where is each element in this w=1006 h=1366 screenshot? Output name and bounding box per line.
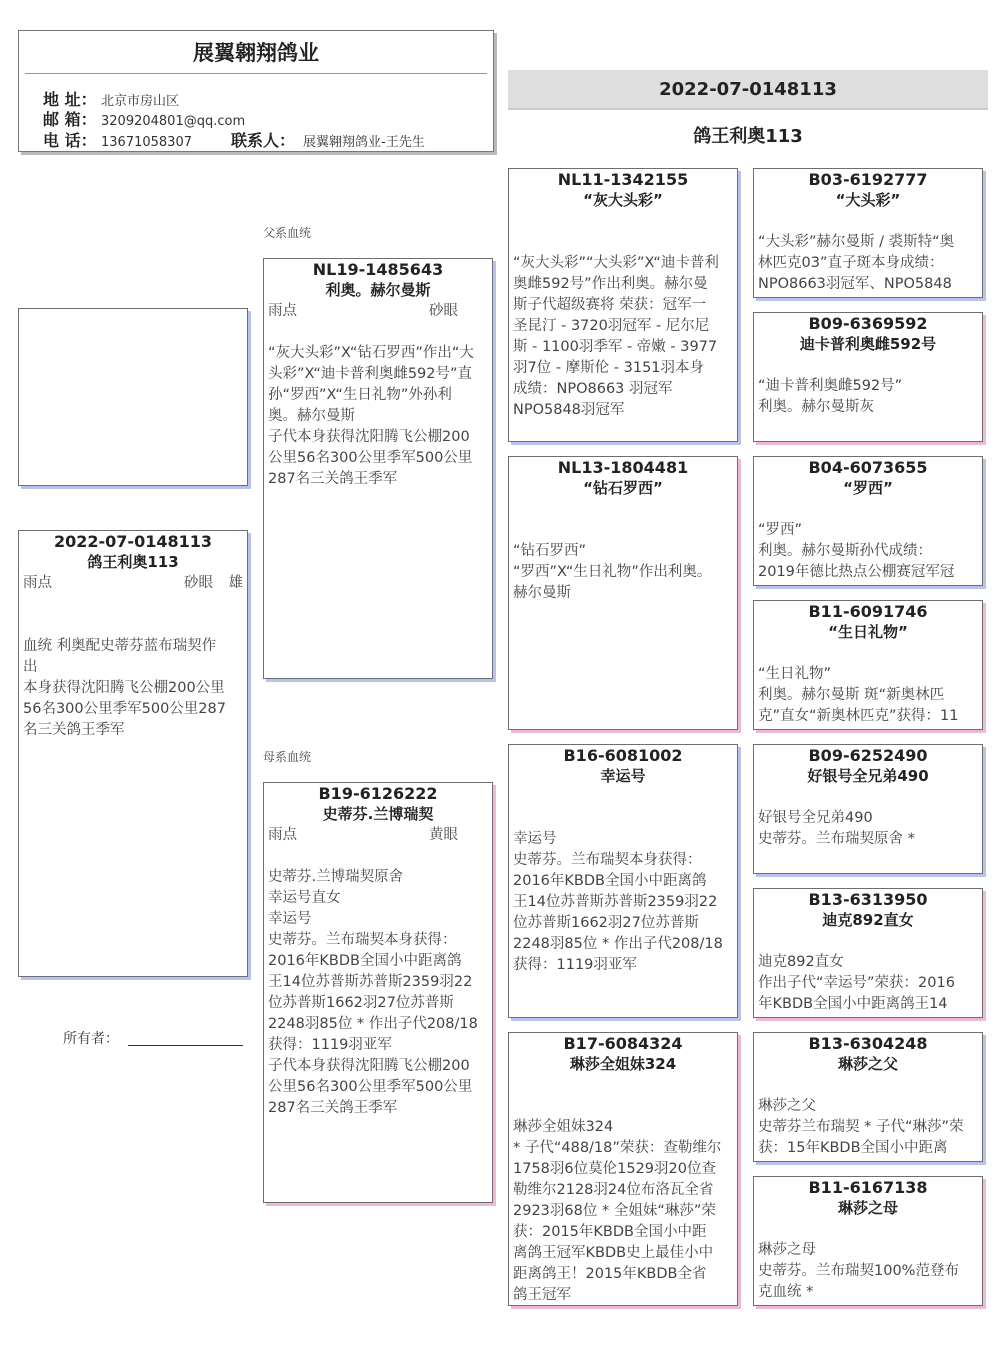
dss-card xyxy=(753,744,983,874)
subject-color: 雨点 xyxy=(23,575,52,591)
sire-ring: NL19-1485643 xyxy=(312,260,444,279)
dam-dam-name: 琳莎全姐妹324 xyxy=(569,1055,677,1073)
dsd-name: 迪克892直女 xyxy=(822,911,914,929)
sire-sire-card xyxy=(508,168,738,442)
sds-card xyxy=(753,456,983,586)
email-row xyxy=(43,107,245,130)
dsd-card xyxy=(753,888,983,1018)
ssd-description: “迪卡普利奥雌592号” 利奥。赫尔曼斯灰 xyxy=(758,378,903,415)
dam-description: 史蒂芬.兰博瑞契原舍 幸运号直女 幸运号 史蒂芬。兰布瑞契本身获得： 2016年KBDB全国小中距离鸽 王14位苏普斯苏普斯2359羽22 位苏普斯1662羽27位苏普斯 2248羽85位 * 作出子代208/18 获得：1119羽亚军 子代本身获得沈阳腾飞公棚200 公里56名300公里季军500公里 287名三关鸽王季军 xyxy=(268,869,478,1116)
subject-card xyxy=(18,530,248,977)
dss-name: 好银号全兄弟490 xyxy=(807,767,929,785)
ddd-card xyxy=(753,1176,983,1306)
subject-ring: 2022-07-0148113 xyxy=(53,532,212,551)
dam-eye: 黄眼 xyxy=(429,827,458,843)
sire-sire-ring: NL11-1342155 xyxy=(557,170,689,189)
dam-sire-ring: B16-6081002 xyxy=(563,746,683,765)
address-label: 地 址： xyxy=(43,90,97,109)
title-name: 鸽王利奥113 xyxy=(693,126,803,147)
dam-dam-description: 琳莎全姐妹324 * 子代“488/18”荣获：查勒维尔 1758羽6位莫伦1529羽20位查 勒维尔2128羽24位布洛瓦全省 2923羽68位 * 全姐妹“琳莎”荣 获：2015年KBDB全国小中距 离鸽王冠军KBDB史上最佳小中 距离鸽王！2015年KBDB全省 鸽王冠军 xyxy=(513,1119,722,1303)
dam-sire-card xyxy=(508,744,738,1018)
sss-description: “大头彩”赫尔曼斯 / 裘斯特“奥 林匹克03”直子斑本身成绩： NPO8663羽冠军、NPO5848 xyxy=(758,234,955,292)
dam-dam-ring: B17-6084324 xyxy=(563,1034,683,1053)
dss-ring: B09-6252490 xyxy=(808,746,928,765)
sire-dam-card xyxy=(508,456,738,730)
sire-sire-name: “灰大头彩” xyxy=(583,191,663,209)
sire-name: 利奥。赫尔曼斯 xyxy=(325,281,431,299)
sire-dam-ring: NL13-1804481 xyxy=(557,458,689,477)
sire-line-label: 父系血统 xyxy=(263,226,312,240)
dam-color: 雨点 xyxy=(268,827,297,843)
sire-traits xyxy=(264,301,492,322)
subject-sex: 雄 xyxy=(228,575,243,591)
contact-label: 联系人： xyxy=(231,131,296,150)
ddd-description: 琳莎之母 史蒂芬。兰布瑞契100%范登布 克血统 * xyxy=(758,1242,959,1300)
dam-ring: B19-6126222 xyxy=(318,784,438,803)
sss-card xyxy=(753,168,983,298)
photo-frame xyxy=(18,308,248,486)
dam-line-label: 母系血统 xyxy=(263,750,312,764)
dam-traits xyxy=(264,825,492,846)
subject-description: 血统 利奥配史蒂芬蓝布瑞契作 出 本身获得沈阳腾飞公棚200公里 56名300公里季军500公里287 名三关鸽王季军 xyxy=(23,638,226,738)
dds-ring: B13-6304248 xyxy=(808,1034,928,1053)
sdd-description: “生日礼物” 利奥。赫尔曼斯 斑“新奥林匹 克”直女“新奥林匹克”获得：11 xyxy=(758,666,959,724)
email-value: 3209204801@qq.com xyxy=(101,114,246,129)
dam-dam-card xyxy=(508,1032,738,1306)
sire-description: “灰大头彩”X“钻石罗西”作出“大 头彩”X“迪卡普利奥雌592号”直 孙“罗西”X“生日礼物”外孙利 奥。赫尔曼斯 子代本身获得沈阳腾飞公棚200 公里56名300公里季军500公里 287名三关鸽王季军 xyxy=(268,345,474,487)
phone-label: 电 话： xyxy=(43,131,97,150)
dam-sire-name: 幸运号 xyxy=(600,767,646,785)
subject-traits xyxy=(19,573,247,594)
sire-dam-name: “钻石罗西” xyxy=(583,479,663,497)
subject-name: 鸽王利奥113 xyxy=(87,553,179,571)
sire-sire-description: “灰大头彩”“大头彩”X“迪卡普利 奥雌592号”作出利奥。赫尔曼 斯子代超级赛将 荣获：冠军一 圣昆汀 - 3720羽冠军 - 尼尔尼 斯 - 1100羽季军 - 帝嫩 - 3977 羽7位 - 摩斯伦 - 3151羽本身 成绩：NPO8663 羽冠军 NPO5848羽冠军 xyxy=(513,255,719,418)
sds-ring: B04-6073655 xyxy=(808,458,928,477)
sdd-name: “生日礼物” xyxy=(828,623,908,641)
sire-dam-description: “钻石罗西” “罗西”X“生日礼物”作出利奥。 赫尔曼斯 xyxy=(513,543,712,601)
sss-name: “大头彩” xyxy=(835,191,901,209)
sdd-card xyxy=(753,600,983,730)
dam-sire-description: 幸运号 史蒂芬。兰布瑞契本身获得： 2016年KBDB全国小中距离鸽 王14位苏普斯苏普斯2359羽22 位苏普斯1662羽27位苏普斯 2248羽85位 * 作出子代208/18 获得：1119羽亚军 xyxy=(513,831,723,973)
loft-name: 展翼翱翔鸽业 xyxy=(193,41,319,65)
title-ring: 2022-07-0148113 xyxy=(508,70,988,110)
sire-color: 雨点 xyxy=(268,303,297,319)
dam-card xyxy=(263,782,493,1203)
sds-description: “罗西” 利奥。赫尔曼斯孙代成绩： 2019年德比热点公棚赛冠军冠 xyxy=(758,522,955,580)
ddd-ring: B11-6167138 xyxy=(808,1178,928,1197)
dds-description: 琳莎之父 史蒂芬兰布瑞契 * 子代“琳莎”荣 获：15年KBDB全国小中距离 xyxy=(758,1098,964,1156)
sss-ring: B03-6192777 xyxy=(808,170,928,189)
sire-eye: 砂眼 xyxy=(429,303,458,319)
owner-signature-line xyxy=(128,1045,243,1046)
subject-eye: 砂眼 xyxy=(184,575,213,591)
dss-description: 好银号全兄弟490 史蒂芬。兰布瑞契原舍 * xyxy=(758,810,915,847)
contact-row xyxy=(231,128,425,151)
sds-name: “罗西” xyxy=(843,479,893,497)
ssd-card xyxy=(753,312,983,442)
dds-name: 琳莎之父 xyxy=(837,1055,898,1073)
phone-row xyxy=(43,128,192,151)
owner-label: 所有者： xyxy=(63,1031,119,1047)
dsd-description: 迪克892直女 作出子代“幸运号”荣获：2016 年KBDB全国小中距离鸽王14 xyxy=(758,954,955,1012)
ssd-name: 迪卡普利奥雌592号 xyxy=(799,335,937,353)
dsd-ring: B13-6313950 xyxy=(808,890,928,909)
sdd-ring: B11-6091746 xyxy=(808,602,928,621)
dam-name: 史蒂芬.兰博瑞契 xyxy=(322,805,434,823)
divider xyxy=(25,73,487,74)
address-value: 北京市房山区 xyxy=(101,94,180,109)
ddd-name: 琳莎之母 xyxy=(837,1199,898,1217)
email-label: 邮 箱： xyxy=(43,110,97,129)
ssd-ring: B09-6369592 xyxy=(808,314,928,333)
contact-value: 展翼翱翔鸽业-王先生 xyxy=(303,135,425,150)
dds-card xyxy=(753,1032,983,1162)
phone-value: 13671058307 xyxy=(101,135,192,150)
loft-info-card xyxy=(18,30,494,152)
sire-card xyxy=(263,258,493,679)
